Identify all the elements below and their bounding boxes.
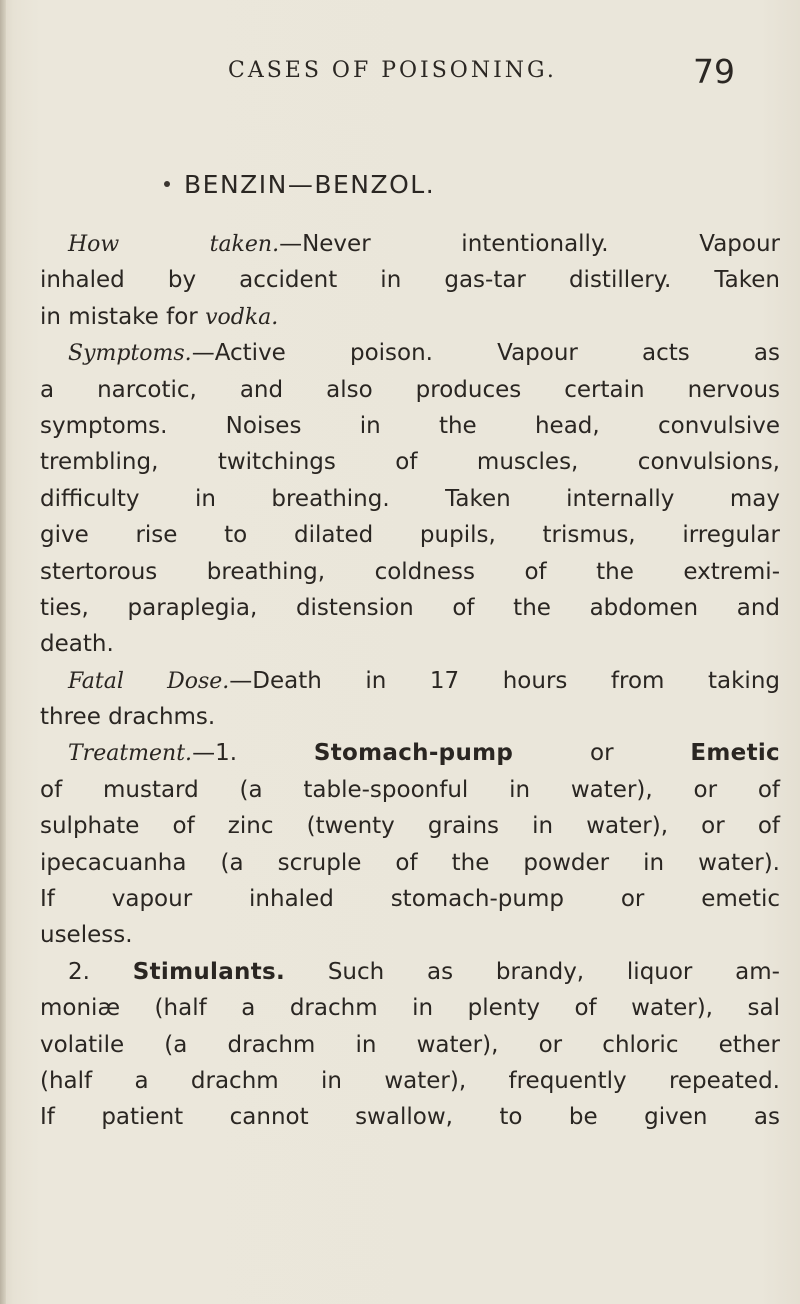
treatment-line-1 [40, 735, 780, 771]
fatal-dose-line-2: three drachms. [40, 704, 216, 731]
symptoms-label: Symptoms. [68, 341, 192, 367]
vodka-italic: vodka. [205, 304, 279, 330]
running-head [0, 52, 800, 102]
treatment-line: sulphate of zinc (twenty grains in water), or of [40, 813, 780, 840]
section-heading [164, 170, 435, 199]
symptoms-line: trembling, twitchings of muscles, convulsions, [40, 449, 780, 476]
how-taken-text-3: in mistake for [40, 303, 206, 330]
fatal-dose-text: —Death in 17 hours from taking [229, 667, 780, 694]
bullet-dot-icon [164, 181, 170, 187]
stimulants-line-1 [40, 954, 780, 990]
how-taken-text: —Never intentionally. Vapour [279, 231, 780, 257]
fatal-dose-label: Fatal Dose. [68, 668, 230, 694]
symptoms-line: a narcotic, and also produces certain nervous [40, 376, 780, 403]
stimulants-line: If patient cannot swallow, to be given as [40, 1104, 780, 1131]
stomach-pump-bold: Stomach-pump [313, 740, 514, 767]
how-taken-line-1 [40, 226, 780, 262]
treatment-line: of mustard (a table-spoonful in water), or of [40, 776, 780, 803]
section-heading-text: BENZIN—BENZOL. [184, 170, 436, 199]
symptoms-line-1 [40, 335, 780, 371]
how-taken-line-2: inhaled by accident in gas-tar distillery. Taken [40, 267, 780, 294]
body-text [40, 226, 780, 1136]
fatal-dose-line-1 [40, 663, 780, 699]
how-taken-label: How taken. [68, 232, 280, 257]
symptoms-line: give rise to dilated pupils, trismus, irregular [40, 522, 780, 549]
symptoms-line: ties, paraplegia, distension of the abdomen and [40, 594, 780, 621]
stimulants-line: moniæ (half a drachm in plenty of water), sal [40, 995, 780, 1022]
symptoms-line-last: death. [40, 631, 114, 658]
symptoms-text: —Active poison. Vapour acts as [191, 340, 780, 367]
page-gutter [0, 0, 6, 1304]
stimulants-text: Such as brandy, liquor am- [285, 958, 780, 985]
treatment-number: —1. [192, 740, 314, 767]
treatment-line: If vapour inhaled stomach-pump or emetic [40, 886, 780, 913]
emetic-bold: Emetic [690, 740, 780, 767]
how-taken-line-3 [40, 299, 780, 335]
symptoms-line: difficulty in breathing. Taken internally may [40, 485, 780, 512]
page-number: 79 [693, 52, 735, 91]
treatment-label: Treatment. [68, 741, 193, 767]
treatment-line: ipecacuanha (a scruple of the powder in water). [40, 849, 780, 876]
treatment-or: or [513, 740, 691, 767]
symptoms-line: symptoms. Noises in the head, convulsive [40, 412, 780, 439]
stimulants-number: 2. [68, 958, 133, 985]
symptoms-line: stertorous breathing, coldness of the extremi- [40, 558, 780, 585]
treatment-line-last: useless. [40, 922, 133, 949]
stimulants-line: volatile (a drachm in water), or chloric ether [40, 1031, 780, 1058]
stimulants-bold: Stimulants. [132, 958, 286, 985]
running-head-title: CASES OF POISONING. [228, 58, 557, 83]
stimulants-line: (half a drachm in water), frequently repeated. [40, 1067, 780, 1094]
